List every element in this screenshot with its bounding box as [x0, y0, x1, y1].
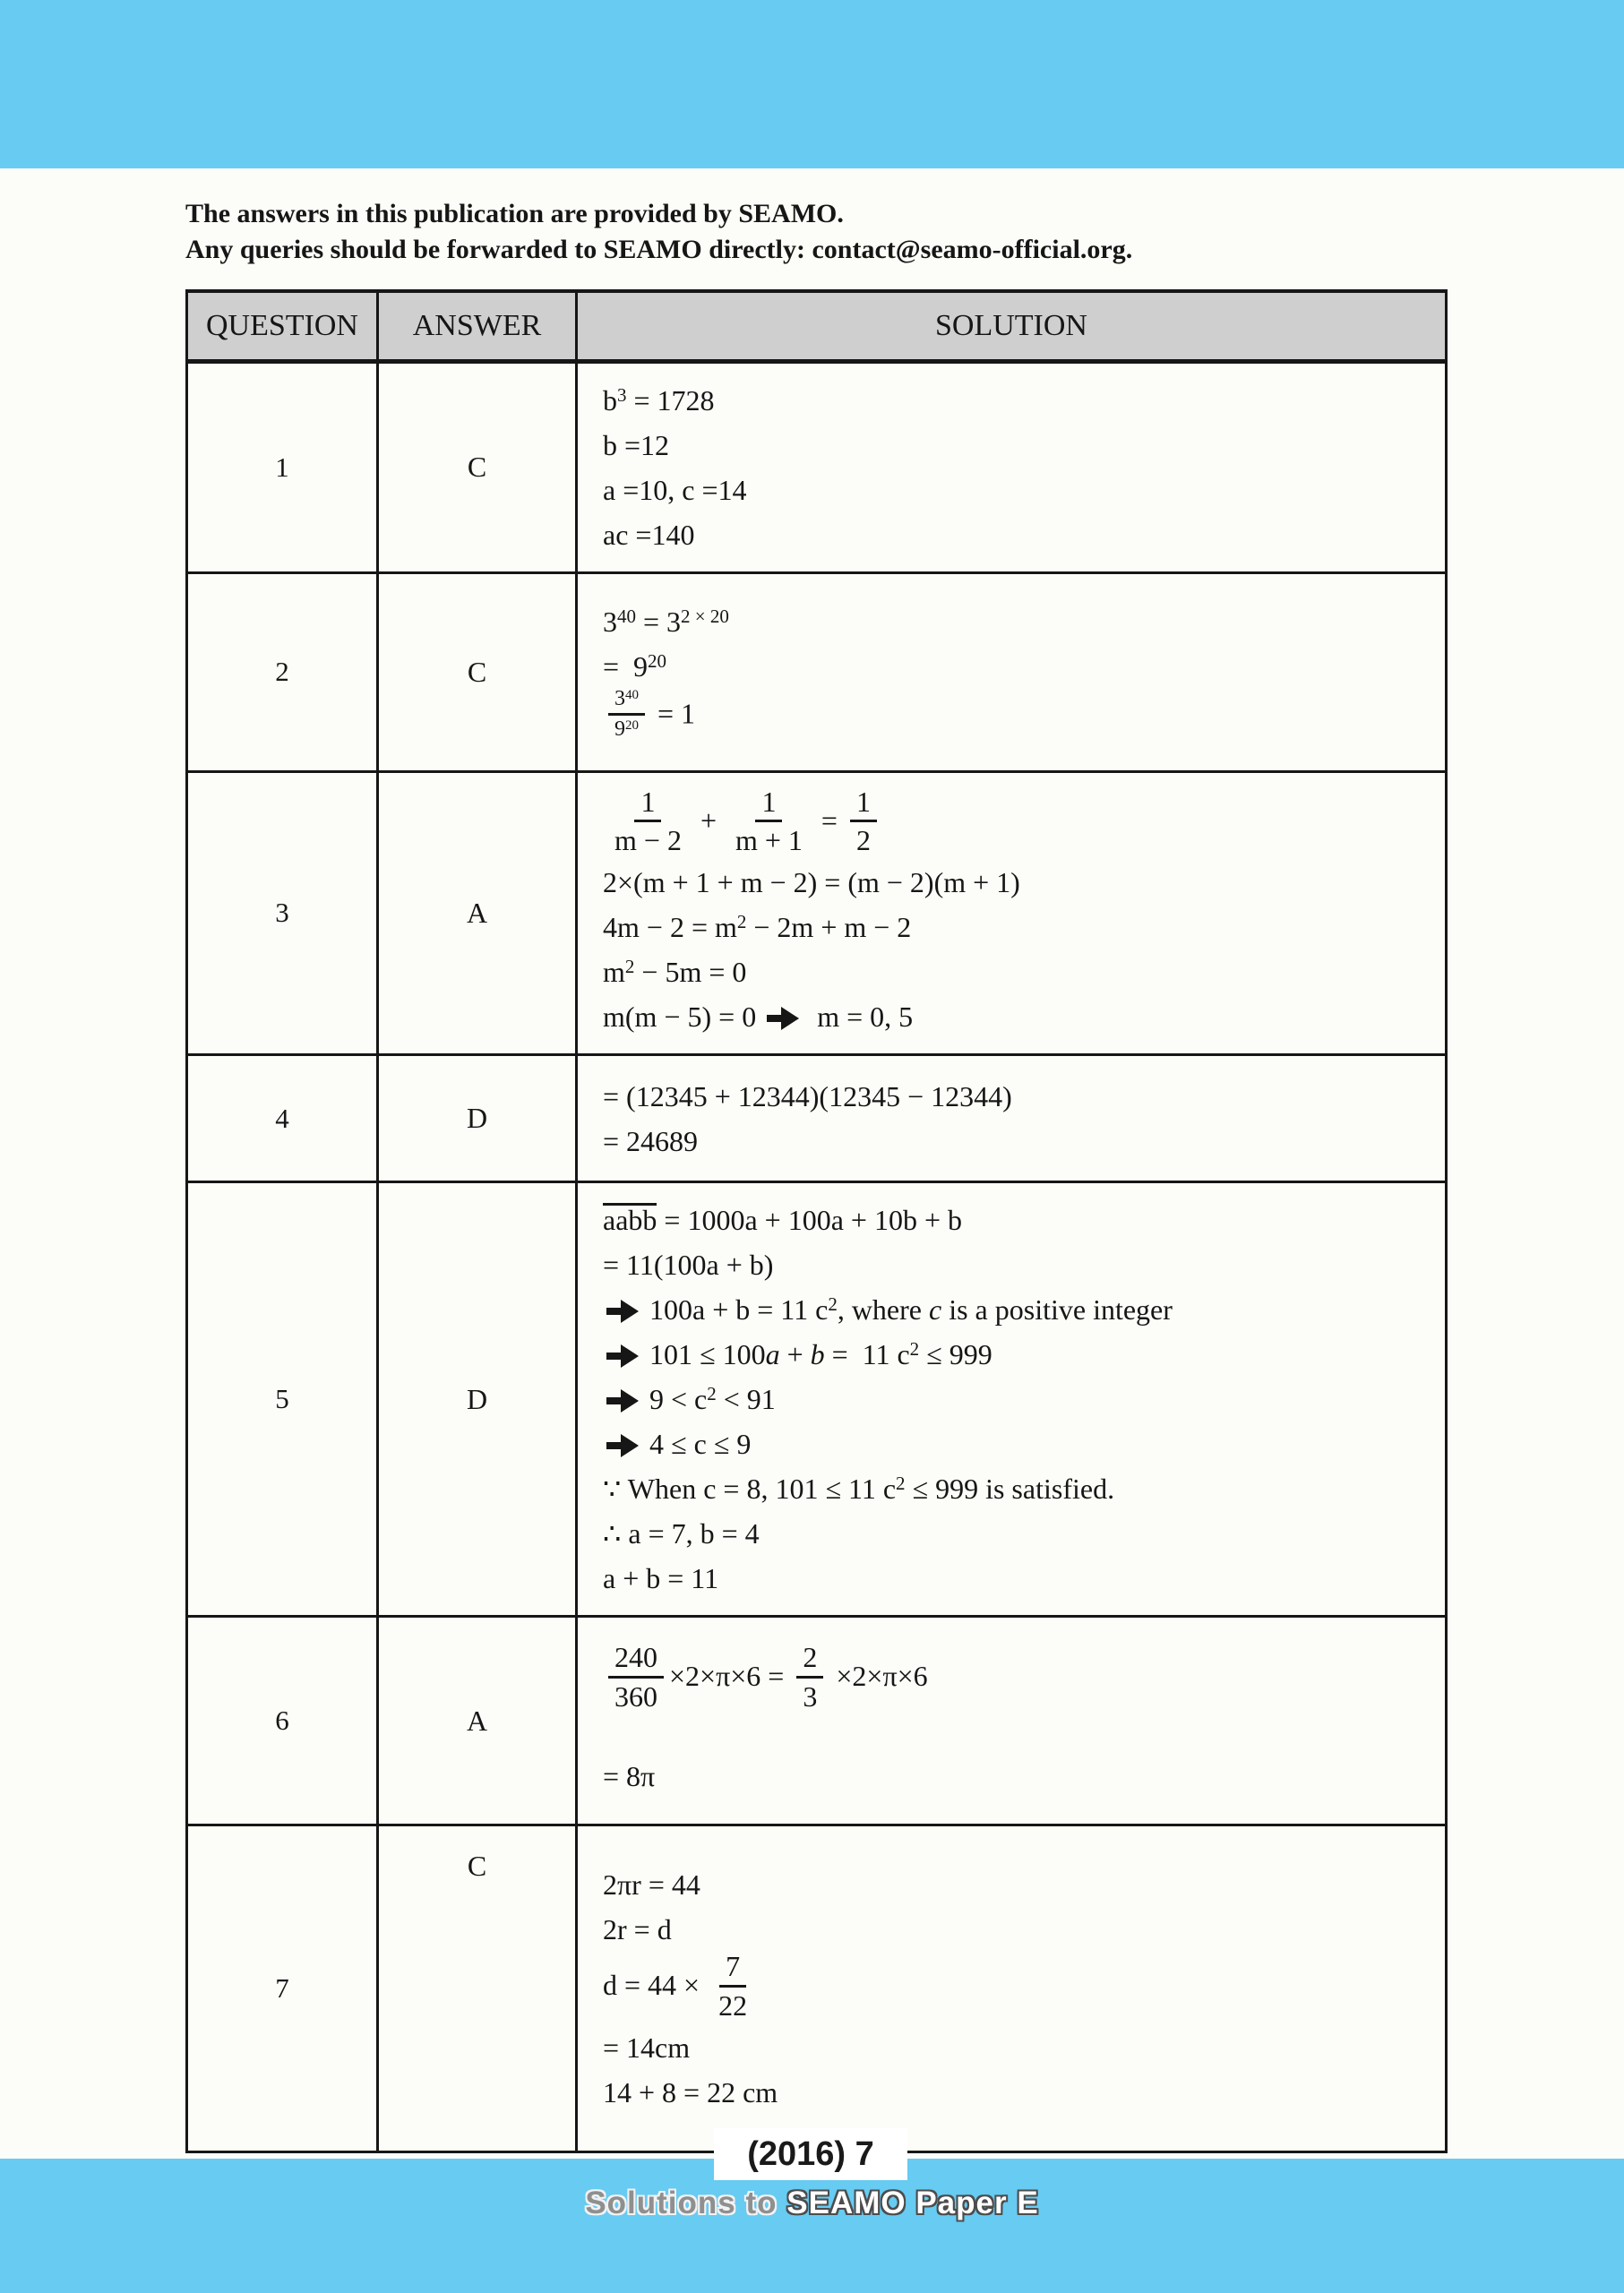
table-row	[187, 1825, 1447, 2152]
solution-line	[603, 423, 1427, 468]
table-row	[187, 1617, 1447, 1825]
math-text: 3	[803, 1679, 818, 1713]
fraction	[608, 1640, 664, 1713]
math-text: = 8π	[603, 1760, 656, 1793]
solution-line	[603, 1332, 1427, 1377]
math-text: 2πr = 44	[603, 1868, 700, 1902]
solution-line	[603, 905, 1427, 949]
italic-term: a	[765, 1338, 780, 1371]
math-text: a =10, c =14	[603, 473, 747, 506]
answer-letter: A	[378, 1617, 577, 1825]
math-text: − 2m + m − 2	[746, 911, 912, 944]
solution-cell	[577, 771, 1447, 1055]
solution-line	[603, 1287, 1427, 1332]
superscript: 2	[896, 1473, 906, 1495]
superscript: 2	[828, 1293, 838, 1316]
italic-term: c	[928, 1293, 942, 1327]
table-row	[187, 1055, 1447, 1182]
math-text: m − 2	[614, 823, 682, 856]
superscript: 2	[624, 956, 635, 978]
math-text: 1	[640, 785, 656, 818]
answer-letter: C	[378, 1825, 577, 2152]
solution-cell	[577, 1617, 1447, 1825]
question-number: 7	[187, 1825, 378, 2152]
superscript: 2	[736, 911, 747, 933]
question-number: 5	[187, 1182, 378, 1617]
superscript: 2 × 20	[681, 605, 729, 627]
solution-line	[603, 1074, 1427, 1119]
implies-arrow-icon	[606, 1434, 639, 1457]
solution-line	[603, 787, 1427, 861]
fraction	[608, 686, 645, 743]
math-text: is a positive integer	[941, 1293, 1173, 1327]
solution-line	[603, 686, 1427, 745]
overline-term: aabb	[603, 1204, 657, 1237]
fraction	[796, 1640, 823, 1713]
math-text: 22	[718, 1988, 748, 2022]
math-text: 9 < c	[649, 1383, 708, 1416]
math-text: 3	[603, 605, 617, 638]
math-text: = 1728	[626, 383, 715, 417]
math-text: m	[603, 956, 625, 989]
answer-letter: C	[378, 572, 577, 771]
solution-line	[603, 1952, 1427, 2025]
solution-line	[603, 1421, 1427, 1466]
implies-arrow-icon	[606, 1344, 639, 1368]
solution-line	[603, 1242, 1427, 1287]
table-row	[187, 572, 1447, 771]
math-text: = 1	[650, 697, 696, 730]
answer-letter: D	[378, 1055, 577, 1182]
math-text: 14 + 8 = 22 cm	[603, 2076, 778, 2109]
question-number: 1	[187, 361, 378, 572]
math-text: = 1000a + 100a + 10b + b	[657, 1204, 962, 1237]
implies-arrow-icon	[606, 1389, 639, 1413]
solution-line	[603, 644, 1427, 689]
table-row	[187, 771, 1447, 1055]
math-text: a + b = 11	[603, 1562, 719, 1595]
solution-cell	[577, 572, 1447, 771]
math-text: 3	[614, 686, 625, 710]
solution-line	[603, 2025, 1427, 2070]
solution-line	[603, 1466, 1427, 1511]
italic-term: b	[810, 1338, 825, 1371]
question-column-header: QUESTION	[187, 291, 378, 361]
superscript: 40	[625, 687, 639, 702]
math-text: − 5m = 0	[634, 956, 747, 989]
solution-cell	[577, 1825, 1447, 2152]
solution-line	[603, 949, 1427, 994]
math-text: b	[603, 383, 617, 417]
math-text: 9	[614, 717, 625, 741]
math-text: 100a + b = 11 c	[649, 1293, 829, 1327]
fraction	[850, 785, 877, 858]
answer-letter: D	[378, 1182, 577, 1617]
fraction	[608, 785, 688, 858]
answer-letter: A	[378, 771, 577, 1055]
solution-cell	[577, 1055, 1447, 1182]
footer-banner	[0, 2186, 1624, 2221]
math-text: = 24689	[603, 1124, 699, 1157]
math-text: 2r = d	[603, 1913, 672, 1946]
question-number: 2	[187, 572, 378, 771]
superscript: 3	[617, 383, 627, 406]
footer-banner-white-text: SEAMO Paper E	[786, 2186, 1039, 2220]
math-text: 4 ≤ c ≤ 9	[649, 1428, 752, 1461]
math-text: ×2×π×6 =	[669, 1660, 792, 1693]
notice-line-2: Any queries should be forwarded to SEAMO directly: contact@seamo-official.org.	[185, 235, 1133, 264]
math-text: = (12345 + 12344)(12345 − 12344)	[603, 1079, 1012, 1112]
math-text: ∵ When c = 8, 101 ≤ 11 c	[603, 1473, 897, 1506]
math-text: =	[813, 803, 845, 837]
math-text: d = 44 ×	[603, 1969, 708, 2002]
table-row	[187, 361, 1447, 572]
math-text: , where	[837, 1293, 929, 1327]
solution-column-header: SOLUTION	[577, 291, 1447, 361]
math-text: b =12	[603, 428, 670, 461]
math-text: 4m − 2 = m	[603, 911, 737, 944]
footer-banner-gray-text: Solutions to	[585, 2186, 787, 2220]
superscript: 40	[617, 605, 636, 627]
footer-page-label: (2016) 7	[714, 2128, 907, 2180]
superscript: 2	[909, 1338, 920, 1361]
notice-line-1: The answers in this publication are provided by SEAMO.	[185, 199, 844, 228]
fraction	[729, 785, 809, 858]
solution-line	[603, 1511, 1427, 1556]
solution-line	[603, 378, 1427, 423]
math-text: = 9	[603, 649, 649, 683]
math-text: 2×(m + 1 + m − 2) = (m − 2)(m + 1)	[603, 866, 1020, 899]
solution-line	[603, 1716, 1427, 1754]
math-text: m = 0, 5	[810, 1001, 914, 1034]
math-text: 2	[803, 1641, 818, 1674]
math-text: = 11(100a + b)	[603, 1249, 774, 1282]
answer-column-header: ANSWER	[378, 291, 577, 361]
implies-arrow-icon	[767, 1007, 799, 1030]
math-text: 7	[726, 1950, 741, 1983]
question-number: 3	[187, 771, 378, 1055]
math-text: 240	[614, 1641, 657, 1674]
math-text: +	[692, 803, 724, 837]
table-row	[187, 1182, 1447, 1617]
solution-line	[603, 599, 1427, 644]
math-text: ≤ 999	[919, 1338, 992, 1371]
solution-line	[603, 1119, 1427, 1164]
math-text: ac =140	[603, 518, 695, 551]
superscript: 20	[648, 649, 667, 672]
math-text: 1	[855, 785, 871, 818]
superscript: 2	[707, 1383, 717, 1405]
header-row	[187, 291, 1447, 361]
question-number: 4	[187, 1055, 378, 1182]
math-text: m(m − 5) = 0	[603, 1001, 764, 1034]
solution-line	[603, 1198, 1427, 1242]
question-number: 6	[187, 1617, 378, 1825]
solution-line	[603, 1377, 1427, 1421]
solution-line	[603, 1754, 1427, 1799]
math-text: ≤ 999 is satisfied.	[905, 1473, 1115, 1506]
math-text: < 91	[716, 1383, 776, 1416]
implies-arrow-icon	[606, 1300, 639, 1323]
solution-line	[603, 1862, 1427, 1907]
publication-notice	[185, 196, 1132, 268]
solutions-table-head	[187, 291, 1447, 361]
solution-cell	[577, 361, 1447, 572]
solution-line	[603, 2070, 1427, 2115]
answer-letter: C	[378, 361, 577, 572]
math-text: 1	[761, 785, 777, 818]
solutions-table-body	[187, 361, 1447, 2152]
solution-line	[603, 1556, 1427, 1601]
math-text: 360	[614, 1679, 657, 1713]
solutions-table	[185, 289, 1448, 2153]
solution-line	[603, 512, 1427, 557]
top-band	[0, 0, 1624, 168]
math-text: 2	[855, 823, 871, 856]
math-text: = 11 c	[824, 1338, 910, 1371]
fraction	[712, 1949, 753, 2022]
math-text: 101 ≤ 100	[649, 1338, 766, 1371]
superscript: 20	[625, 717, 639, 733]
solution-line	[603, 994, 1427, 1039]
math-text: = 14cm	[603, 2031, 691, 2065]
math-text: = 3	[636, 605, 682, 638]
math-text: ×2×π×6	[829, 1660, 928, 1693]
solution-line	[603, 468, 1427, 512]
math-text: +	[779, 1338, 811, 1371]
solution-line	[603, 1643, 1427, 1716]
solution-cell	[577, 1182, 1447, 1617]
solution-line	[603, 860, 1427, 905]
solution-line	[603, 1907, 1427, 1952]
math-text: m + 1	[735, 823, 803, 856]
math-text: ∴ a = 7, b = 4	[603, 1517, 760, 1550]
